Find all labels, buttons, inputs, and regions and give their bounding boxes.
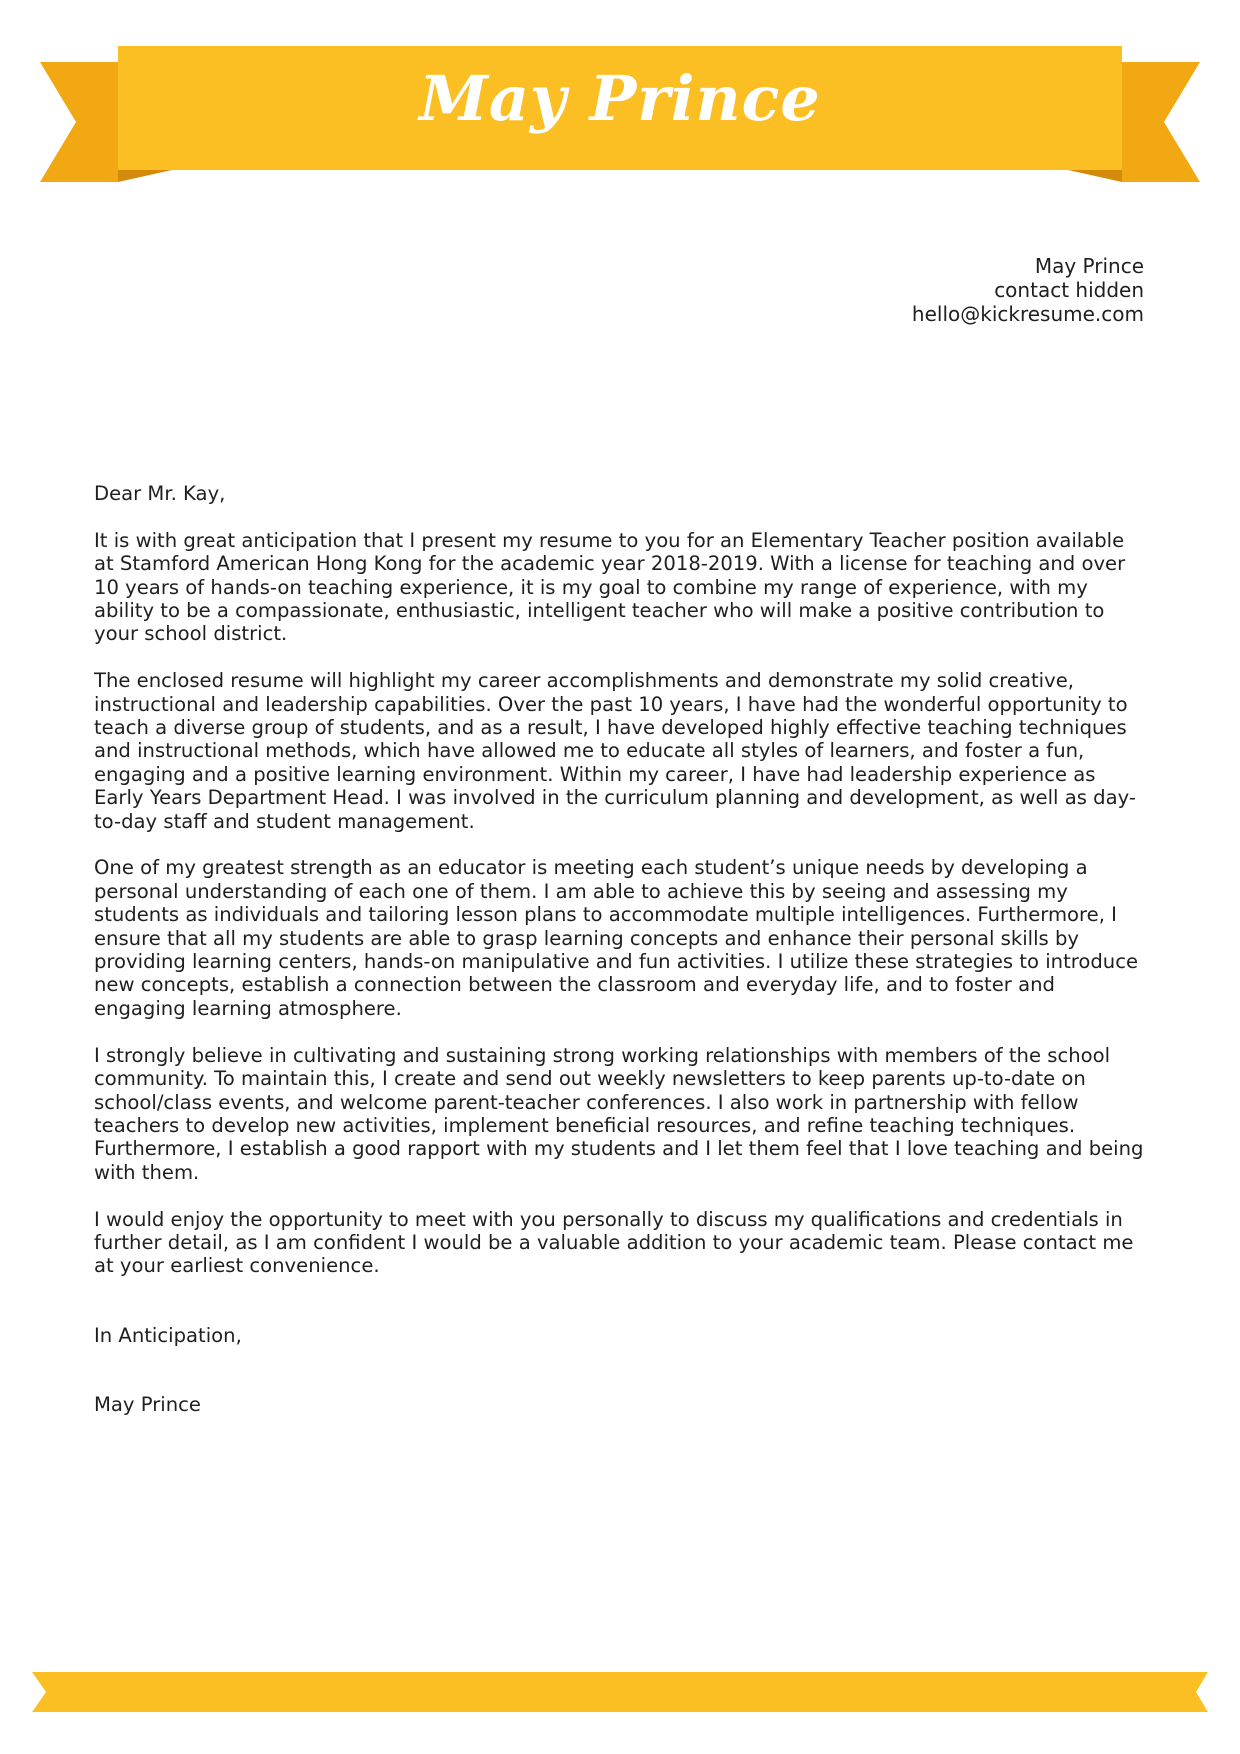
paragraph-closing-request: I would enjoy the opportunity to meet with you personally to discuss my qualifications and credentials in further detail, as I am confident I would be a valuable addition to your academic team. Please contact me at your earliest convenience. <box>94 1207 1134 1278</box>
footer-ribbon-band <box>32 1672 1208 1712</box>
closing-phrase: In Anticipation, <box>94 1323 242 1347</box>
salutation: Dear Mr. Kay, <box>94 482 226 505</box>
sender-contact: contact hidden <box>994 278 1144 302</box>
sender-email: hello@kickresume.com <box>911 302 1144 326</box>
ribbon-right-fold <box>1068 170 1122 182</box>
paragraph-accomplishments: The enclosed resume will highlight my career accomplishments and demonstrate my solid creative, instructional and leadership capabilities. Over the past 10 years, I have had the wonderful opportunity to teach a diverse group of students, and as a result, I have developed highly effective teaching techniques and instructional methods, which have allowed me to educate all styles of learners, and foster a fun, engaging and a positive learning environment. Within my career, I have had leadership experience as Early Years Department Head. I was involved in the curriculum planning and development, as well as day-to-day staff and student management. <box>94 669 1136 833</box>
sender-block <box>912 254 1144 326</box>
paragraph-strengths: One of my greatest strength as an educator is meeting each student’s unique needs by developing a personal understanding of each one of them. I am able to achieve this by seeing and assessing my students as individuals and tailoring lesson plans to accommodate multiple intelligences. Furthermore, I ensure that all my students are able to grasp learning concepts and enhance their personal skills by providing learning centers, hands-on manipulative and fun activities. I utilize these strategies to introduce new concepts, establish a connection between the classroom and everyday life, and to foster and engaging learning atmosphere. <box>94 856 1139 1020</box>
ribbon-left-fold <box>118 170 172 182</box>
signature: May Prince <box>94 1393 201 1417</box>
paragraph-intro: It is with great anticipation that I present my resume to you for an Elementary Teacher position available at Stamford American Hong Kong for the academic year 2018-2019. With a license for teaching and over 10 years of hands-on teaching experience, it is my goal to combine my range of experience, with my ability to be a compassionate, enthusiastic, intelligent teacher who will make a positive contribution to your school district. <box>94 528 1126 646</box>
footer-ribbon <box>0 1668 1240 1716</box>
paragraph-relationships: I strongly believe in cultivating and sustaining strong working relationships with members of the school community. To maintain this, I create and send out weekly newsletters to keep parents up-to-date on school/class events, and welcome parent-teacher conferences. I also work in partnership with fellow teachers to develop new activities, implement beneficial resources, and refine teaching techniques. Furthermore, I establish a good rapport with my students and I let them feel that I love teaching and being with them. <box>94 1043 1144 1184</box>
sender-name: May Prince <box>1034 254 1144 278</box>
header-name: May Prince <box>419 62 821 135</box>
letter-body <box>94 482 1146 1440</box>
